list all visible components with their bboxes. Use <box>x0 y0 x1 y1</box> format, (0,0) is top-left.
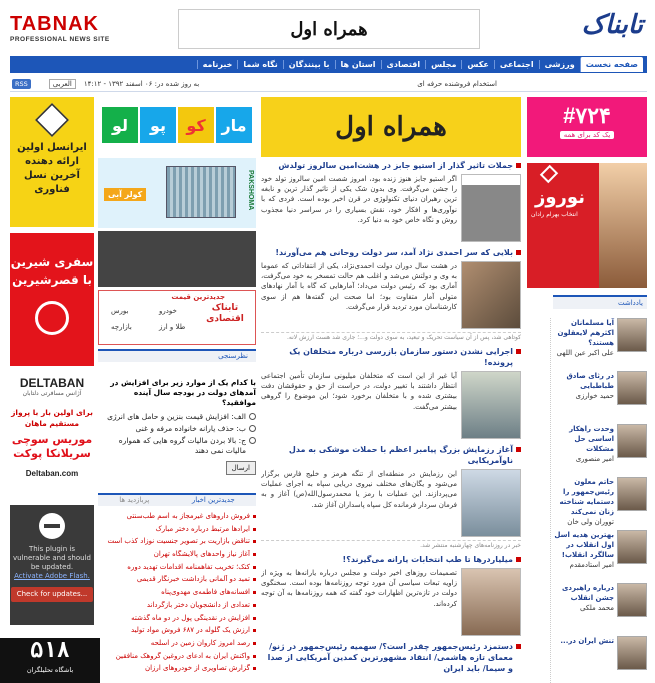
gray-ad-slot[interactable] <box>98 231 256 287</box>
nav-item[interactable]: نگاه شما <box>237 60 282 69</box>
deltaban-sub: آژانس مسافرتی دلتابان <box>22 390 82 397</box>
site-logo-fa[interactable]: تابناک <box>581 10 643 40</box>
cooler-label: کولر آبی <box>104 188 146 201</box>
article-title[interactable]: آغاز رزمایش بزرگ پیامبر اعظم با حملات موشکی به مدل ناوآمریکایی <box>261 444 521 466</box>
sub-bar <box>10 76 647 92</box>
article <box>261 346 521 439</box>
note-author: علی اکبر عین اللهی <box>556 349 614 357</box>
news-list <box>98 512 256 683</box>
hamrah-ad-text: همراه اول <box>335 112 447 142</box>
note-author: محمد ملکی <box>580 604 614 612</box>
tabnak-eco-ad[interactable] <box>98 290 256 345</box>
poll-option[interactable] <box>98 436 256 456</box>
poll-option[interactable] <box>98 424 256 434</box>
hamrah-aval-ad[interactable] <box>261 97 521 157</box>
news-list-item[interactable]: فروش داروهای غیرمجاز به اسم طب‌سنتی <box>98 512 256 522</box>
note-item[interactable] <box>553 318 647 362</box>
noroz-sub: انتخاب بهرام رادان <box>531 211 578 218</box>
cooler-ad[interactable] <box>98 158 256 228</box>
note-text <box>553 371 614 415</box>
author-photo <box>617 477 647 511</box>
language-link[interactable]: العربی <box>49 79 76 89</box>
deltaban-destinations: موریس سوچی سریلانکا پوکت <box>11 433 93 460</box>
poll-option-label: ج: بالا بردن مالیات گروه هایی که همواره مالیات نمی دهند <box>118 436 246 455</box>
watermark-number: ۵۱۸ <box>30 639 70 664</box>
note-title[interactable]: حاتم معلون رئیس‌جمهور را دستمایه‌ شناخته زنان نمی‌کند <box>559 478 614 516</box>
cooler-image <box>166 166 236 218</box>
watermark-text: باشگاه تحلیلگران <box>26 666 74 674</box>
globe-icon <box>35 301 69 335</box>
article-summary: آیا غیر از این است که متخلفان میلیونی سازمان تأمین اجتماعی انتظار داشتند با تغییر دولت، در حراست از حق و حقوقشان دفت بیشتری شده و با متخلفان برخورد شود؛ این موضوع را گروهی بیشتر می‌گفت. <box>261 372 457 411</box>
note-author: تووران ولی خان <box>567 518 614 526</box>
eco-head: جدیدترین قیمت <box>171 293 225 301</box>
note-item[interactable] <box>553 424 647 468</box>
leaf-icon <box>540 165 558 183</box>
note-author: امیر استادمقدم <box>569 561 614 569</box>
article-title[interactable]: اجرایی نشدن دستور سازمان بازرسی درباره متخلفان یک پرونده! <box>261 346 521 368</box>
news-list-item[interactable]: تعدادی از دانشجویان دختر بازگرداند <box>98 601 256 611</box>
article-thumbnail[interactable] <box>461 371 521 439</box>
author-photo <box>617 583 647 617</box>
note-text <box>553 636 614 680</box>
note-title[interactable]: وحدت راهکار اساسی حل مشکلات <box>569 425 614 453</box>
note-item[interactable] <box>553 530 647 574</box>
notes-list <box>553 318 647 683</box>
author-photo <box>617 636 647 670</box>
article-body <box>261 371 521 439</box>
news-list-item[interactable]: ایرادها مرتبط درباره دختر مبارک <box>98 525 256 535</box>
news-list-item[interactable]: ارزش یک گلوله در ۶۸۷ فروش مواد تولید <box>98 626 256 636</box>
poll-send-button[interactable]: ارسال <box>226 461 256 475</box>
radio-button[interactable] <box>249 437 256 444</box>
article-thumbnail[interactable] <box>461 261 521 329</box>
nav-item[interactable]: عکس <box>461 60 493 69</box>
note-author: امیر منصوری <box>575 455 614 463</box>
news-list-item[interactable]: افسانه‌های فاطمه‌ی مهدوی‌پناه <box>98 588 256 598</box>
note-item[interactable] <box>553 371 647 415</box>
nav-item[interactable]: اجتماعی <box>494 60 539 69</box>
eco-item: بورس <box>111 307 129 315</box>
nav-item[interactable]: صفحه نخست <box>580 57 643 72</box>
cooler-brand: PAKSHOMA <box>247 170 254 211</box>
news-list-item[interactable]: تمید دو آلمانی بازداشت خبرنگار قدیمی <box>98 575 256 585</box>
actor-photo <box>599 163 647 288</box>
news-ticker[interactable]: استخدام فروشنده حرفه ای <box>417 79 497 88</box>
eco-item: طلا و ارز <box>159 323 186 331</box>
news-tabs <box>98 493 256 506</box>
check-updates-button[interactable]: Check for updates... <box>11 587 94 602</box>
author-photo <box>617 424 647 458</box>
article-summary: اگر استیو جابز هنوز زنده بود، امروز شصت امین سالروز تولد خود را جشن می‌گرفت. وی بدون شک یکی از تاثیر گذار ترین و نابغه ترین رهبران دنیای تکنولوژی در قرن اخیر بوده است. فردی که با نوآوری‌ها و افکار خود، نقش بسیاری را در سراسر دنیا مجذوب روش و نگاه خاص خود به دنیا کرد. <box>261 175 457 224</box>
note-text <box>553 424 614 468</box>
note-item[interactable] <box>553 583 647 627</box>
article <box>261 641 521 674</box>
irancell-ad[interactable] <box>10 97 94 227</box>
nav-item[interactable]: اقتصادی <box>381 60 426 69</box>
article <box>261 247 521 341</box>
main-articles <box>261 160 521 683</box>
news-list-item[interactable]: کتک؛ تخریب تفاهمنامه اقدامات تهدید دوره <box>98 563 256 573</box>
nav-item[interactable]: ورزشی <box>539 60 580 69</box>
article-summary: در هشت سال دوران دولت احمدی‌نژاد، یکی از انتقاداتی که عموما به وی و دولتش می‌شد و اغلب هم حالت تمسخر به خود می‌گرفت، آماری بود که رئیس دولت می‌داد؛ آمارهایی که گاه با آمار نهادهای متولی آمار متفاوت بود؛ اما صحت این گفته‌ها هم از سوی کارشناسان مورد تردید قرار می‌گرفت. <box>261 262 457 311</box>
note-author: حمید خوارزی <box>575 392 614 400</box>
marco-block: مار <box>216 107 252 143</box>
note-title[interactable]: تنش ایران در... <box>560 637 614 645</box>
article-thumbnail[interactable] <box>461 568 521 636</box>
site-logo[interactable] <box>10 14 128 48</box>
ad-724-sub: یک کد برای همه <box>560 131 615 139</box>
poll-option-label: ب: حذف یارانه خانواده مرفه و غنی <box>135 424 246 433</box>
tab-poll[interactable]: نظرسنجی <box>218 352 248 360</box>
note-title[interactable]: آیا مسلمانان اکثرهم لایعقلون هستند؟ <box>557 319 614 347</box>
article-body <box>261 469 521 537</box>
poll-option-label: الف: افزایش قیمت بنزین و حامل های انرژی <box>107 412 246 421</box>
news-list-item[interactable]: گزارش تصاویری از خودروهای ارزان <box>98 664 256 674</box>
author-photo <box>617 318 647 352</box>
deltaban-url: Deltaban.com <box>25 469 79 478</box>
article-title[interactable]: دستمزد رئیس‌جمهور چقدر است؟/ سهمیه رئیس‌جمهور در ژنو/ معمای تازه هاشمی/ انتقاد مشهورترین کمدین آمریکایی از صدا و سیما/ باید ایران <box>261 641 521 674</box>
blocked-icon <box>39 513 65 539</box>
note-text <box>553 583 614 627</box>
news-list-item[interactable]: آغاز نیاز واحد‌های پالایشگاه تهران <box>98 550 256 560</box>
note-title[interactable]: در رثای صادق طباطبایی <box>566 372 614 390</box>
marco-block: پو <box>140 107 176 143</box>
irancell-ad-text: ایرانسل اولین ارائه دهنده آخرین نسل فناوری <box>17 142 87 195</box>
ad-724[interactable] <box>527 97 647 157</box>
radio-button[interactable] <box>249 413 256 420</box>
article <box>261 444 521 549</box>
article <box>261 160 521 242</box>
article <box>261 554 521 636</box>
qasr-ad-text: سفری شیرین با قصرشیرین <box>10 255 94 287</box>
article-title[interactable]: جملات تاثیر گذار از استیو جابز در هشت‌امین سالروز تولدش <box>261 160 521 171</box>
poll-tabs <box>98 349 256 362</box>
plugin-text: This plugin is vulnerable and should be updated. <box>13 545 91 571</box>
rss-button[interactable]: RSS <box>12 79 31 89</box>
nav-item[interactable]: با بینندگان <box>283 60 335 69</box>
article-title[interactable]: بلایی که سر احمدی نژاد آمد، سر دولت روحانی هم می‌آورند! <box>261 247 521 258</box>
article-footnote: کوتاهی شد، پس از آن سیاست تحریک و تبعید، به سوی دولت و...؛ جاری شد هست ارزش لانه. <box>261 332 521 341</box>
eco-item: بازارچه <box>111 323 132 331</box>
article-thumbnail[interactable] <box>461 469 521 537</box>
note-text <box>553 530 614 574</box>
watermark <box>0 638 100 683</box>
nav-item[interactable]: استان ها <box>335 60 381 69</box>
flash-plugin-notice <box>10 505 94 625</box>
article-thumbnail[interactable] <box>461 174 521 242</box>
top-banner-ad[interactable] <box>178 9 480 49</box>
note-item[interactable] <box>553 477 647 526</box>
eco-title: تابناک اقتصادی <box>206 303 244 324</box>
news-list-item[interactable]: واکنش ایران به ادعای دروغین گروهک منافقین <box>98 652 256 662</box>
radio-button[interactable] <box>249 425 256 432</box>
author-photo <box>617 530 647 564</box>
article-footnote: خبر در روزنامه‌های چهارشنبه منتشر شد. <box>261 540 521 549</box>
article-title[interactable]: میلیاردرها تا طب انتخابات یارانه می‌گیرند؟! <box>261 554 521 565</box>
update-date: به روز شده در: ۰۶ اسفند ۱۳۹۲ - ۱۴:۱۲ <box>83 79 200 88</box>
deltaban-brand: DELTABAN <box>19 376 85 390</box>
nav-item[interactable]: مجلس <box>425 60 461 69</box>
notes-gutter <box>527 318 551 683</box>
news-list-item[interactable]: رصد امروز کاروان زمین در اسلحه <box>98 639 256 649</box>
article-body <box>261 568 521 636</box>
nav-item[interactable]: خبرنامه <box>197 60 238 69</box>
note-item[interactable] <box>553 636 647 680</box>
note-text <box>553 318 614 362</box>
logo-subtitle: PROFESSIONAL NEWS SITE <box>10 36 110 43</box>
note-title[interactable]: درباره راهبردی جشن انقلاب <box>562 584 614 602</box>
article-body <box>261 261 521 329</box>
logo-title: TABNAK <box>10 13 99 35</box>
marco-block: کو <box>178 107 214 143</box>
qasr-shirin-ad[interactable] <box>10 233 94 366</box>
poll <box>98 378 256 486</box>
ad-724-number: #۷۲۴ <box>563 103 611 128</box>
tab-most-viewed[interactable]: پربازدید ها <box>119 496 150 504</box>
marco-block: لو <box>102 107 138 143</box>
marcopolo-ad[interactable] <box>98 97 256 153</box>
article-body <box>261 174 521 242</box>
noroz-title: نوروز <box>535 187 585 208</box>
author-photo <box>617 371 647 405</box>
banner-text: همراه اول <box>290 18 368 40</box>
cube-icon <box>35 103 69 137</box>
notes-header[interactable]: یادداشت <box>553 295 647 309</box>
news-list-item[interactable]: افزایش در نقدینگی پول در دو ماه گذشته <box>98 614 256 624</box>
activate-flash-link[interactable]: Activate Adobe Flash. <box>14 572 90 580</box>
deltaban-ad[interactable] <box>10 373 94 498</box>
noroz-ad[interactable] <box>527 163 647 288</box>
deltaban-headline: برای اولین بار با پرواز مستقیم ماهان <box>11 408 93 428</box>
news-list-item[interactable]: تناقض بازاریت بر تصویر جنسیت نوزاد کذب است <box>98 537 256 547</box>
article-summary: این رزمایش در منطقه‌ای از تنگه هرمز و خلیج فارس برگزار می‌شود و یگان‌های مختلف نیروی دریایی سپاه به اجرای عملیات می‌پردازند. این عملیات با رمز یا محمدرسول‌الله(ص) آغاز و به فرمان سردار فرمانده کل سپاه پاسداران آغاز شد. <box>261 470 457 509</box>
article-summary: تصمیمات روزهای اخیر دولت و مجلس درباره یارانه‌ها به ویژه از زاویه تبعات سیاسی آن مورد توجه روزنامه‌ها بوده است. سخنگوی دولت در تازه‌ترین اظهارات خود گفته که همه روزنامه‌ها به آن توجه کرده‌اند. <box>261 569 457 608</box>
eco-item: خودرو <box>159 307 177 315</box>
main-nav <box>10 56 647 73</box>
poll-option[interactable] <box>98 412 256 422</box>
note-text <box>553 477 614 526</box>
tab-latest-news[interactable]: جدیدترین اخبار <box>191 496 235 504</box>
note-title[interactable]: بهترین هدیه اسل اول انقلاب در سالگرد انقلاب! <box>554 531 614 559</box>
poll-question: با کدام یک از موارد زیر برای افزایش در آمدهای دولت در بودجه سال آینده موافقید؟ <box>110 378 256 407</box>
